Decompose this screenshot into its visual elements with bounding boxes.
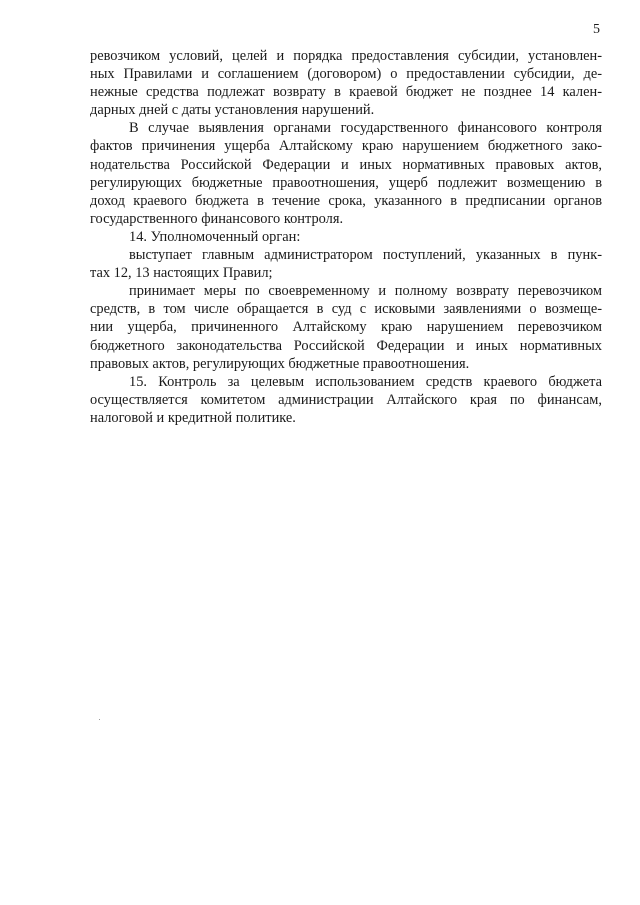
- paragraph-continuation: [90, 47, 602, 119]
- text-line: государственного финансового контроля.: [90, 210, 344, 227]
- text-line: выступает главным администратором поступлений, указанных в пунк-: [129, 247, 602, 264]
- text-line: бюджетного законодательства Российской Федерации и иных нормативных: [90, 337, 602, 354]
- text-line: 14. Уполномоченный орган:: [129, 228, 301, 245]
- paragraph-revenue-administrator: [90, 246, 602, 282]
- text-line: нии ущерба, причиненного Алтайскому краю нарушением перевозчиком: [90, 319, 602, 336]
- text-line: В случае выявления органами государственного финансового контроля: [129, 120, 602, 137]
- text-line: средств, в том числе обращается в суд с исковыми заявлениями о возмеще-: [90, 301, 602, 318]
- text-line: доход краевого бюджета в течение срока, указанного в предписании органов: [90, 192, 602, 209]
- text-line: правовых актов, регулирующих бюджетные правоотношения.: [90, 355, 470, 372]
- scan-speck: [99, 719, 100, 720]
- page-number: 5: [593, 22, 600, 37]
- document-body: [90, 47, 602, 427]
- text-line: нодательства Российской Федерации и иных нормативных правовых актов,: [90, 156, 602, 173]
- text-line: фактов причинения ущерба Алтайскому краю нарушением бюджетного зако-: [90, 138, 602, 155]
- paragraph-damage-compensation: [90, 119, 602, 228]
- text-line: осуществляется комитетом администрации Алтайского края по финансам,: [90, 391, 602, 408]
- text-line: ревозчиком условий, целей и порядка предоставления субсидии, установлен-: [90, 48, 602, 64]
- text-line: нежные средства подлежат возврату в краевой бюджет не позднее 14 кален-: [90, 84, 602, 101]
- text-line: дарных дней с даты установления нарушений.: [90, 102, 375, 119]
- paragraph-item-14: [90, 228, 602, 246]
- text-line: ных Правилами и соглашением (договором) о предоставлении субсидии, де-: [90, 66, 602, 83]
- text-line: регулирующих бюджетные правоотношения, ущерб подлежит возмещению в: [90, 174, 602, 191]
- text-line: тах 12, 13 настоящих Правил;: [90, 265, 273, 282]
- text-line: принимает меры по своевременному и полному возврату перевозчиком: [129, 283, 602, 300]
- text-line: 15. Контроль за целевым использованием средств краевого бюджета: [129, 373, 602, 390]
- paragraph-item-15: [90, 373, 602, 427]
- paragraph-refund-measures: [90, 282, 602, 372]
- text-line: налоговой и кредитной политике.: [90, 409, 296, 426]
